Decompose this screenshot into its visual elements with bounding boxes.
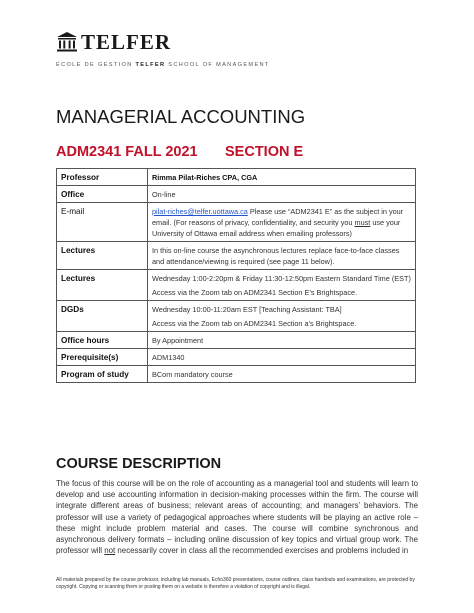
office-label: Office: [57, 186, 148, 203]
course-section: SECTION E: [225, 144, 304, 160]
lectures-value: [148, 270, 416, 301]
table-row-prerequisites: [57, 349, 416, 366]
email-link[interactable]: pilat-riches@telfer.uottawa.ca: [152, 207, 248, 216]
tagline-telfer: TELFER: [135, 62, 166, 68]
course-description-text: [56, 478, 418, 568]
email-note-b: use your University of Ottawa email address when emailing professors): [152, 218, 401, 238]
copyright-footer: All materials prepared by the course professor, including lab manuals, Echo360 presentations, course outlines, class handouts and examinations, are protected by copyright. Copying or scanning them or posting them on a website is therefore a violation of copyright and is illegal.: [56, 577, 415, 590]
office-hours-label: Office hours: [57, 332, 148, 349]
lectures-label: Lectures: [57, 270, 148, 301]
lectures-note-label: Lectures: [57, 242, 148, 270]
description-part-b: necessarily cover in class all the recommended exercises and problems included in: [115, 546, 409, 556]
lectures-access: Access via the Zoom tab on ADM2341 Section E’s Brightspace.: [152, 288, 358, 297]
email-note-a: Please use “ADM2341 E” as the subject in your email. (For reasons of privacy, confidentiality, and security you: [152, 207, 404, 227]
tagline-french: ÉCOLE DE GESTION: [56, 62, 133, 68]
office-value: On-line: [148, 186, 416, 203]
prerequisites-label: Prerequisite(s): [57, 349, 148, 366]
email-note-must: must: [354, 218, 371, 227]
table-row-dgds: [57, 301, 416, 332]
course-description-heading: COURSE DESCRIPTION: [56, 456, 222, 472]
lectures-time: Wednesday 1:00-2:20pm & Friday 11:30-12:50pm Eastern Standard Time (EST): [152, 274, 411, 283]
course-info-table: [56, 168, 416, 383]
table-row-email: [57, 203, 416, 242]
table-row-professor: [57, 169, 416, 186]
professor-label: Professor: [57, 169, 148, 186]
page-title: MANAGERIAL ACCOUNTING: [56, 106, 306, 127]
course-code: ADM2341 FALL 2021: [56, 144, 198, 160]
table-row-office: [57, 186, 416, 203]
school-tagline: [56, 62, 270, 68]
logo-wordmark: TELFER: [81, 30, 172, 54]
dgds-access: Access via the Zoom tab on ADM2341 Section a’s Brightspace.: [152, 319, 357, 328]
program-label: Program of study: [57, 366, 148, 383]
email-label: E-mail: [57, 203, 148, 242]
email-value: [148, 203, 416, 242]
telfer-logo: [56, 31, 171, 53]
table-row-office-hours: [57, 332, 416, 349]
dgds-time: Wednesday 10:00-11:20am EST [Teaching Assistant: TBA]: [152, 305, 342, 314]
lectures-note-value: In this on-line course the asynchronous lectures replace face-to-face classes and attendance/viewing is required (see page 11 below).: [148, 242, 416, 270]
table-row-lectures-note: [57, 242, 416, 270]
dgds-label: DGDs: [57, 301, 148, 332]
prerequisites-value: ADM1340: [148, 349, 416, 366]
office-hours-value: By Appointment: [148, 332, 416, 349]
table-row-lectures: [57, 270, 416, 301]
description-part-a: The focus of this course will be on the role of accounting as a managerial tool and students will learn to develop and use accounting information in decision-making processes within the firm. The course will integrate different areas of business; relevant areas of accounting; and managers’ behaviors. The professor will use a variety of pedagogical approaches where students will be playing an active role – these might include problem material and cases. The course will combine synchronous and asynchronous delivery formats – including online discussion of key topics and virtual group work. The professor will: [56, 479, 418, 556]
program-value: BCom mandatory course: [148, 366, 416, 383]
description-not: not: [104, 546, 116, 556]
professor-value: Rimma Pilat-Riches CPA, CGA: [148, 169, 416, 186]
tagline-english: SCHOOL OF MANAGEMENT: [168, 62, 270, 68]
building-columns-icon: [56, 31, 78, 53]
table-row-program: [57, 366, 416, 383]
dgds-value: [148, 301, 416, 332]
